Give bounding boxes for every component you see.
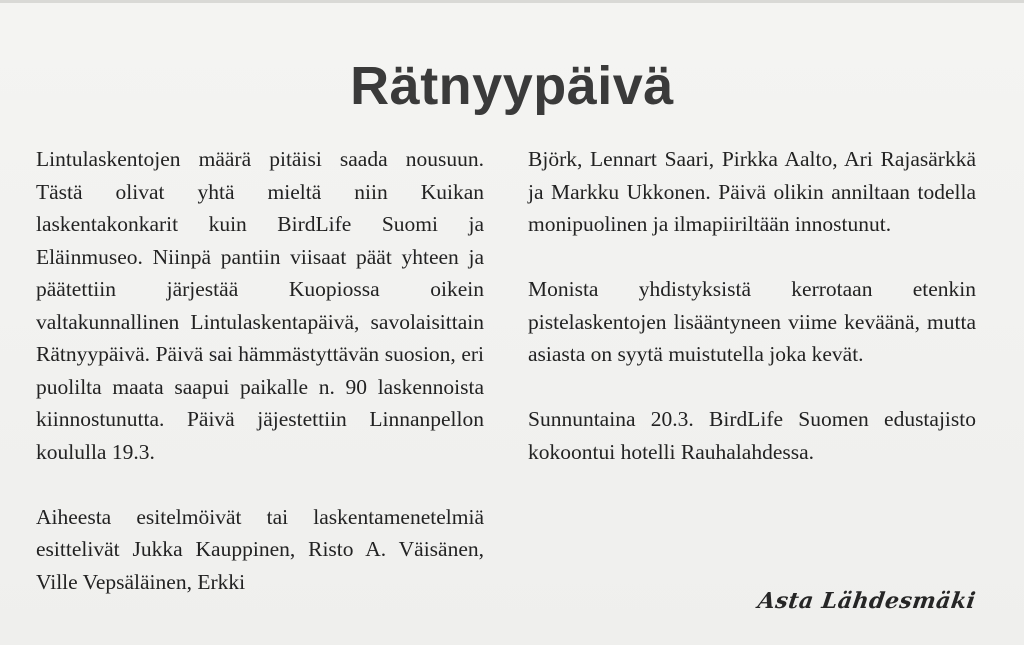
- top-divider: [0, 0, 1024, 3]
- paragraph: Lintulaskentojen määrä pitäisi saada nousuun. Tästä olivat yhtä mieltä niin Kuikan laskentakonkarit kuin BirdLife Suomi ja Eläinmuseo. Niinpä pantiin viisaat päät yhteen ja päätettiin järjestää Kuopiossa oikein valtakunnallinen Lintulaskentapäivä, savolaisittain Rätnyypäivä. Päivä sai hämmästyttävän suosion, eri puolilta maata saapui paikalle n. 90 laskennoista kiinnostunutta. Päivä jäjestettiin Linnanpellon koululla 19.3.: [36, 147, 484, 464]
- author-signature: Asta Lähdesmäki: [756, 588, 978, 614]
- paragraph: Monista yhdistyksistä kerrotaan etenkin pistelaskentojen lisääntyneen viime keväänä, mutta asiasta on syytä muistutella joka kevät.: [528, 277, 976, 366]
- right-column: [528, 143, 976, 501]
- paragraph: Sunnuntaina 20.3. BirdLife Suomen edustajisto kokoontui hotelli Rauhalahdessa.: [528, 407, 976, 464]
- article-title: Rätnyypäivä: [350, 56, 674, 117]
- paragraph: Aiheesta esitelmöivät tai laskentamenetelmiä esittelivät Jukka Kauppinen, Risto A. Väisänen, Ville Vepsäläinen, Erkki: [36, 504, 484, 594]
- paragraph: Björk, Lennart Saari, Pirkka Aalto, Ari Rajasärkkä ja Markku Ukkonen. Päivä olikin anniltaan todella monipuolinen ja ilmapiiriltään innostunut.: [528, 147, 976, 236]
- left-column: [36, 143, 484, 631]
